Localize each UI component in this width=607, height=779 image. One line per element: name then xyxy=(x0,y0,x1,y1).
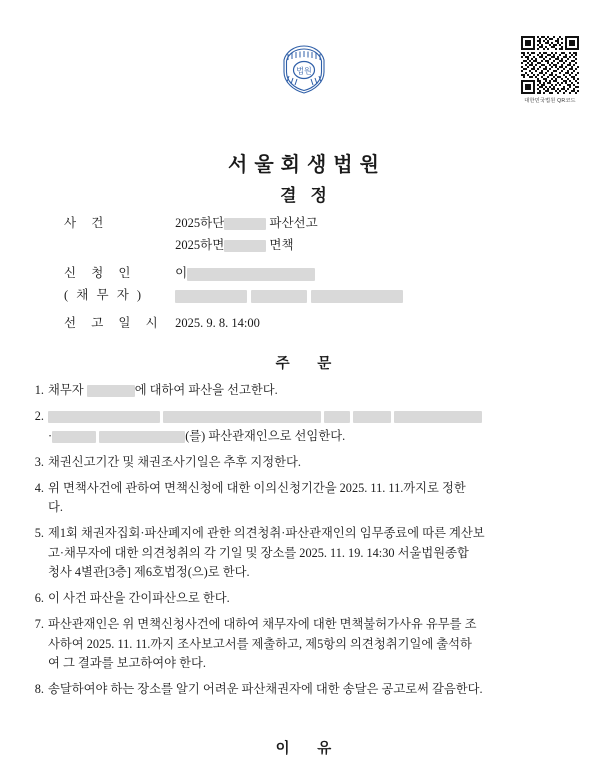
order-item-5 xyxy=(26,524,582,583)
redacted-debtor-3 xyxy=(311,290,403,303)
case-number-prefix-1: 2025하단 xyxy=(175,216,225,230)
order-item-2 xyxy=(26,407,582,446)
order-body-7 xyxy=(48,615,582,674)
field-debtor-row xyxy=(64,284,544,306)
qr-caption: 대한민국법원 QR코드 xyxy=(524,98,576,104)
field-value-case-1 xyxy=(175,212,318,234)
field-applicant-row xyxy=(64,262,544,284)
order-item-8 xyxy=(26,680,582,700)
order-number-2: 2. xyxy=(34,409,44,423)
case-type-2: 면책 xyxy=(269,238,294,252)
order-number-4: 4. xyxy=(34,480,44,495)
order-2-text-tail: (를) 파산관재인으로 선임한다. xyxy=(185,428,346,443)
order-item-3 xyxy=(26,453,582,473)
case-fields xyxy=(64,212,544,334)
order-list xyxy=(26,381,582,706)
redacted-trustee-6 xyxy=(52,431,96,443)
order-1-text-a: 채무자 xyxy=(48,383,87,397)
order-line-5-2: 고·채무자에 대한 의견청취의 각 기일 및 장소를 2025. 11. 19. 14:30 서울법원종합 xyxy=(48,545,469,560)
court-title: 서울회생법원 xyxy=(228,154,386,176)
order-line-5-1: 제1회 채권자집회·파산폐지에 관한 의견청취·파산관재인의 임무종료에 따른 계산보 xyxy=(48,526,485,540)
redacted-trustee-4 xyxy=(353,411,391,423)
court-emblem xyxy=(276,42,332,98)
order-line-2-1 xyxy=(48,407,582,427)
redacted-trustee-1 xyxy=(48,411,160,423)
order-item-1 xyxy=(26,381,582,401)
order-line-6-1: 이 사건 파산을 간이파산으로 한다. xyxy=(48,591,230,605)
case-number-prefix-2: 2025하면 xyxy=(175,238,225,252)
applicant-name-prefix: 이 xyxy=(175,266,188,280)
order-item-7 xyxy=(26,615,582,674)
redacted-debtor-2 xyxy=(251,290,307,303)
field-value-case-2 xyxy=(175,234,293,256)
order-1-text-b: 에 대하여 파산을 선고한다. xyxy=(134,383,278,397)
order-body-3 xyxy=(48,453,582,473)
redacted-case-number-1 xyxy=(224,218,266,230)
field-label-declaration-time: 선 고 일 시 xyxy=(64,316,164,330)
field-value-applicant xyxy=(175,262,315,284)
order-line-7-2: 사하여 2025. 11. 11.까지 조사보고서를 제출하고, 제5항의 의견청취기일에 출석하 xyxy=(48,636,472,651)
field-label-debtor: ( 채 무 자 ) xyxy=(64,288,144,302)
qr-code-icon xyxy=(521,36,579,94)
order-item-6 xyxy=(26,589,582,609)
order-line-8-1: 송달하여야 하는 장소를 알기 어려운 파산채권자에 대한 송달은 공고로써 갈음한다. xyxy=(48,682,483,696)
field-case-row-1 xyxy=(64,212,544,234)
redacted-debtor-name-order-1 xyxy=(87,385,135,397)
order-body-4 xyxy=(48,479,582,518)
section-title-main-text: 주 문 xyxy=(275,356,344,372)
redacted-trustee-7 xyxy=(99,431,185,443)
order-line-7-3: 여 그 결과를 보고하여야 한다. xyxy=(48,656,206,670)
order-item-4 xyxy=(26,479,582,518)
order-number-8: 8. xyxy=(34,682,44,696)
order-number-7: 7. xyxy=(34,617,44,631)
order-body-1 xyxy=(48,381,582,401)
order-2-text-dot: · xyxy=(48,428,53,443)
field-label-applicant: 신 청 인 xyxy=(64,266,137,280)
order-line-7-1: 파산관재인은 위 면책신청사건에 대하여 채무자에 대한 면책불허가사유 유무를 조 xyxy=(48,617,477,631)
order-line-5-3: 청사 4별관[3층] 제6호법정(으)로 한다. xyxy=(48,565,250,579)
order-body-6 xyxy=(48,589,582,609)
field-value-declaration-time: 2025. 9. 8. 14:00 xyxy=(175,316,260,330)
redacted-applicant-name xyxy=(187,268,315,281)
section-title-reason: 이 유 xyxy=(275,741,344,757)
order-line-4-1: 위 면책사건에 관하여 면책신청에 대한 이의신청기간을 2025. 11. 11.까지로 정한 xyxy=(48,480,466,495)
order-line-3-1: 채권신고기간 및 채권조사기일은 추후 지정한다. xyxy=(48,454,301,469)
order-body-8 xyxy=(48,680,582,700)
order-body-5 xyxy=(48,524,582,583)
redacted-trustee-2 xyxy=(163,411,321,423)
order-number-5: 5. xyxy=(34,526,44,540)
order-number-3: 3. xyxy=(34,454,44,469)
redacted-trustee-5 xyxy=(394,411,482,423)
order-line-1-1 xyxy=(48,381,582,401)
field-declaration-time-row xyxy=(64,312,544,334)
order-line-4-2: 다. xyxy=(48,500,63,514)
field-value-debtor xyxy=(175,284,403,306)
redacted-debtor-1 xyxy=(175,290,247,303)
case-type-1: 파산선고 xyxy=(269,216,318,230)
qr-code-block xyxy=(519,36,581,104)
field-label-case: 사 건 xyxy=(64,216,110,230)
order-line-2-2 xyxy=(48,427,582,447)
order-body-2 xyxy=(48,407,582,446)
svg-text:법원: 법원 xyxy=(296,66,312,76)
field-case-row-2 xyxy=(64,234,544,256)
redacted-trustee-3 xyxy=(324,411,350,423)
document-title: 결정 xyxy=(280,186,341,205)
order-number-6: 6. xyxy=(34,591,44,605)
redacted-case-number-2 xyxy=(224,240,266,252)
order-number-1: 1. xyxy=(34,383,44,397)
